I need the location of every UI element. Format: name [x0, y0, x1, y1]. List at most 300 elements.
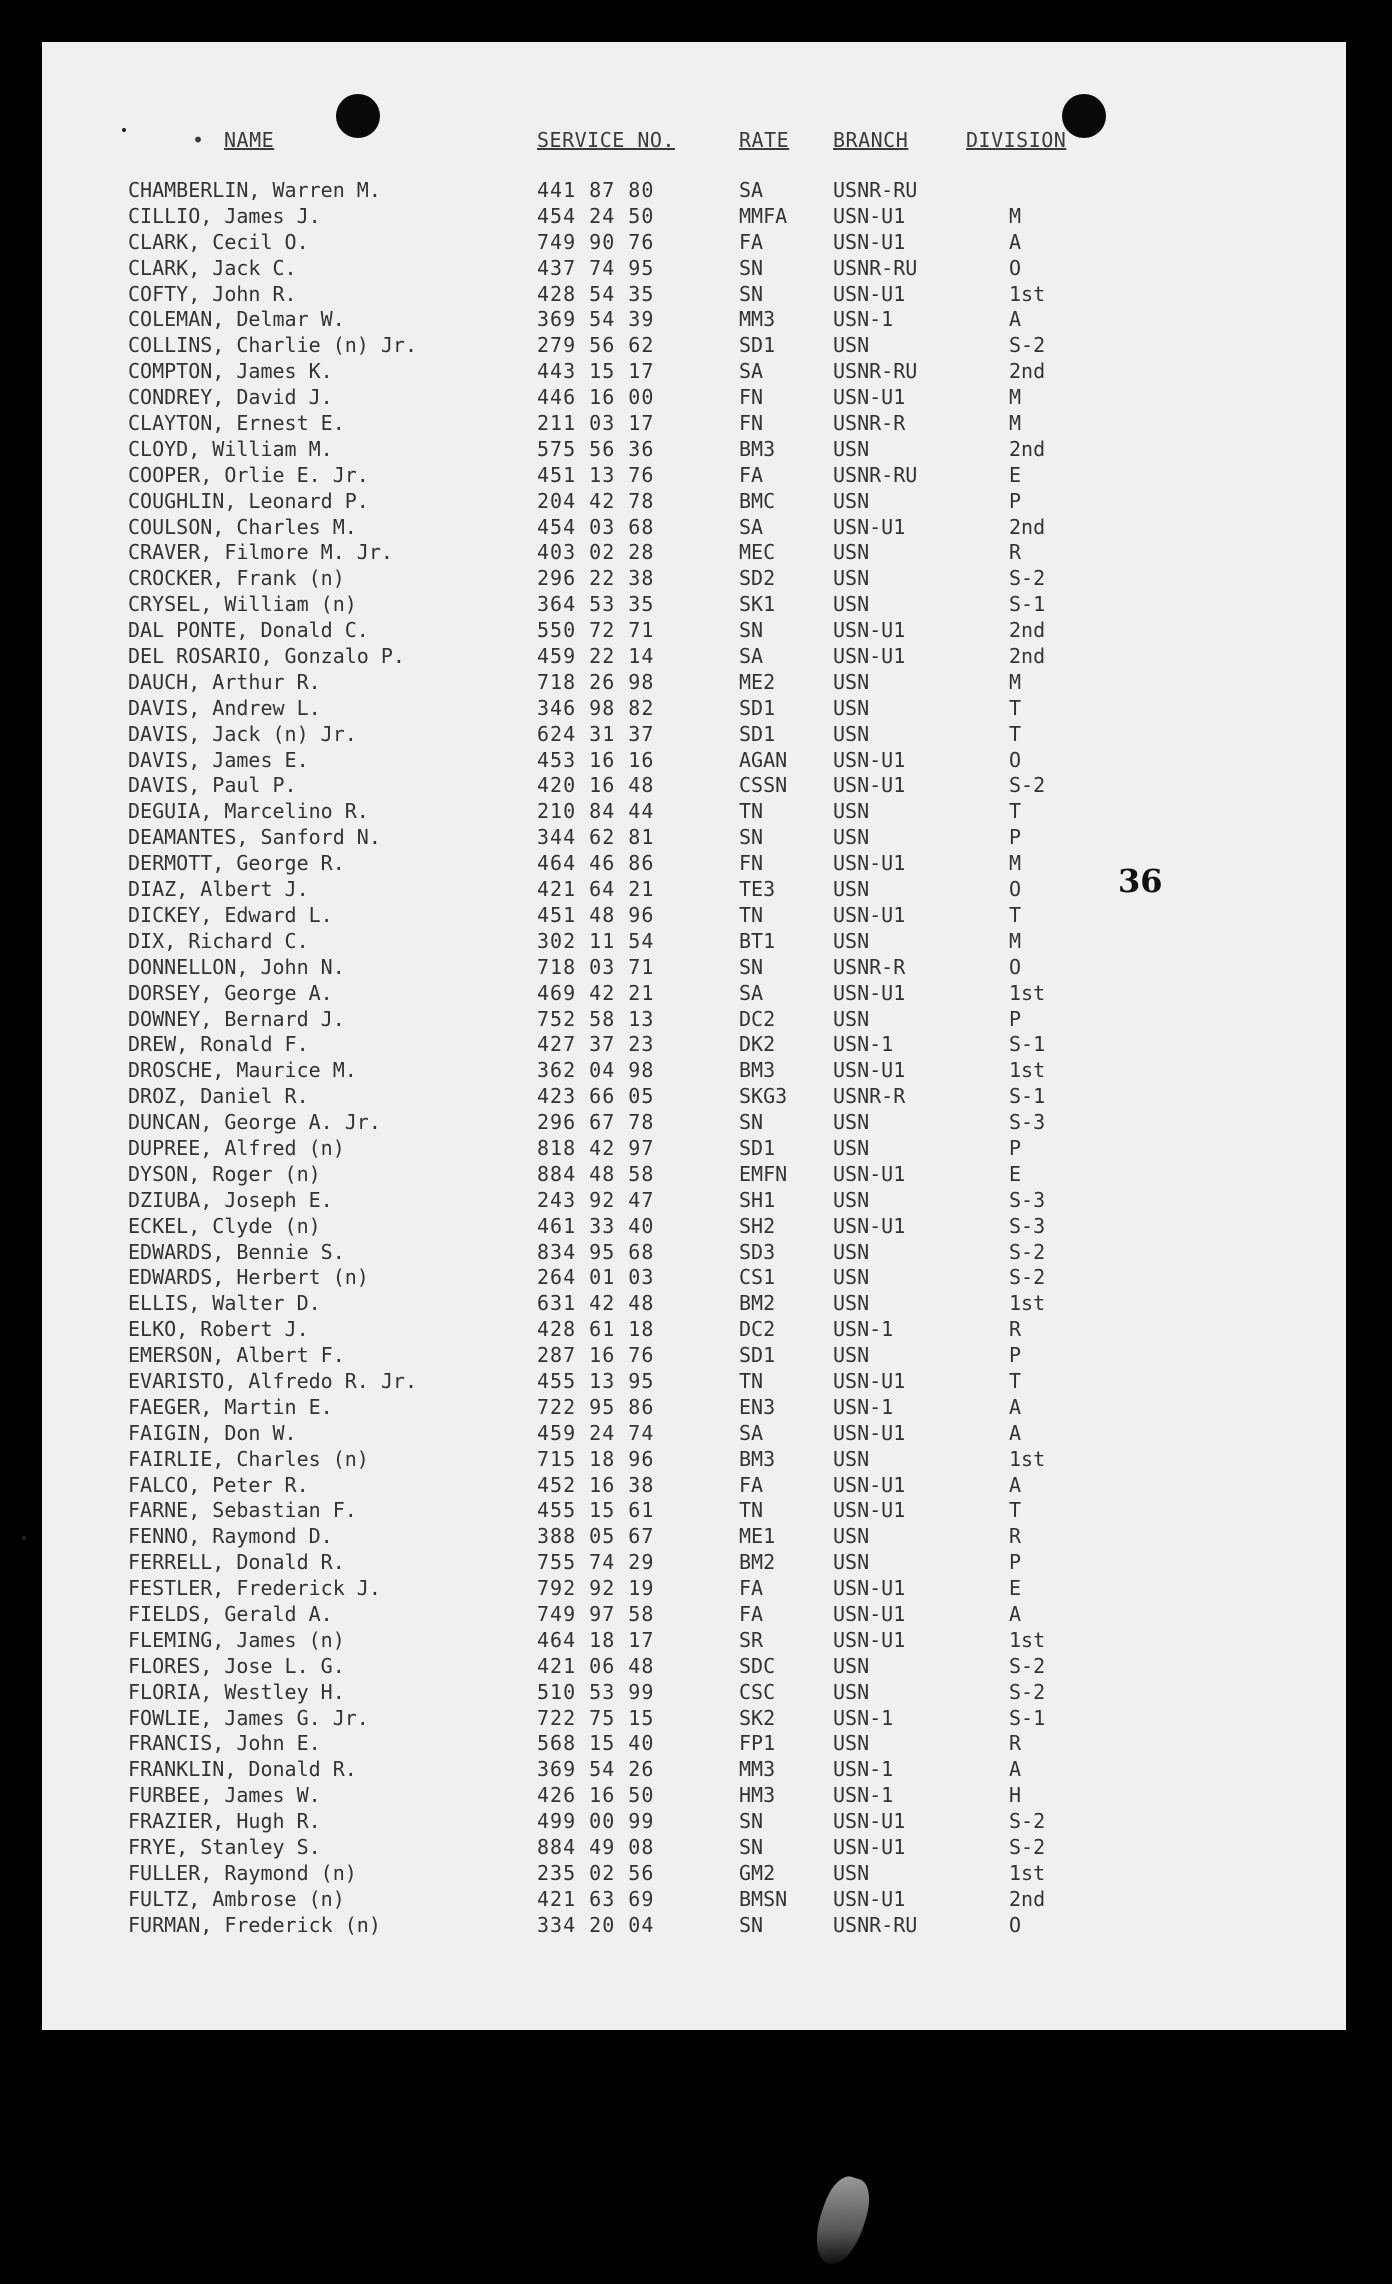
roster-service-no: 755 74 29	[537, 1550, 655, 1575]
roster-name: CHAMBERLIN, Warren M.	[128, 178, 381, 202]
roster-name: COUGHLIN, Leonard P.	[128, 488, 369, 513]
roster-rate: TE3	[739, 877, 776, 902]
roster-rate: SA	[739, 980, 764, 1005]
roster-branch: USN-U1	[833, 1809, 906, 1834]
roster-rate: SD1	[739, 333, 776, 358]
roster-rate: TN	[739, 799, 764, 824]
ink-speck	[22, 1536, 26, 1540]
roster-rate: SN	[739, 1912, 764, 1937]
table-row	[42, 282, 1346, 308]
table-row	[42, 1628, 1346, 1654]
table-row	[42, 1602, 1346, 1628]
roster-name: FAIGIN, Don W.	[128, 1420, 297, 1445]
roster-division: R	[1009, 1524, 1022, 1549]
roster-division: P	[1009, 825, 1022, 850]
roster-branch: USN	[833, 1446, 870, 1471]
roster-name: DORSEY, George A.	[128, 980, 333, 1005]
roster-rate: SK2	[739, 1705, 776, 1730]
film-smudge	[807, 2171, 877, 2270]
table-row	[42, 1369, 1346, 1395]
roster-branch: USN	[833, 566, 870, 591]
roster-service-no: 211 03 17	[537, 411, 655, 436]
roster-rate: FP1	[739, 1731, 776, 1756]
roster-name: DZIUBA, Joseph E.	[128, 1187, 333, 1212]
roster-branch: USN	[833, 540, 870, 565]
roster-name: FIELDS, Gerald A.	[128, 1601, 333, 1626]
table-row	[42, 385, 1346, 411]
roster-service-no: 464 18 17	[537, 1627, 655, 1652]
roster-rate: MM3	[739, 1757, 776, 1782]
roster-division: 1st	[1009, 1291, 1046, 1316]
roster-division: S-2	[1009, 1239, 1046, 1264]
roster-name: ELLIS, Walter D.	[128, 1291, 321, 1316]
roster-branch: USN-1	[833, 1394, 894, 1419]
roster-name: FURBEE, James W.	[128, 1783, 321, 1808]
roster-division: R	[1009, 1731, 1022, 1756]
roster-division: H	[1009, 1783, 1022, 1808]
roster-rate: CS1	[739, 1265, 776, 1290]
table-row	[42, 955, 1346, 981]
roster-rate: SA	[739, 178, 764, 202]
roster-service-no: 718 03 71	[537, 954, 655, 979]
roster-division: S-1	[1009, 592, 1046, 617]
roster-branch: USNR-RU	[833, 359, 918, 384]
roster-name: CLARK, Jack C.	[128, 255, 297, 280]
roster-division: 1st	[1009, 980, 1046, 1005]
roster-rate: SA	[739, 514, 764, 539]
roster-division: 2nd	[1009, 1886, 1046, 1911]
roster-division: S-1	[1009, 1705, 1046, 1730]
roster-division: O	[1009, 1912, 1022, 1937]
roster-service-no: 279 56 62	[537, 333, 655, 358]
roster-name: FAEGER, Martin E.	[128, 1394, 333, 1419]
roster-name: DEAMANTES, Sanford N.	[128, 825, 381, 850]
roster-branch: USN-U1	[833, 851, 906, 876]
roster-name: DROZ, Daniel R.	[128, 1084, 309, 1109]
table-row	[42, 463, 1346, 489]
roster-service-no: 362 04 98	[537, 1058, 655, 1083]
roster-branch: USN-1	[833, 1783, 894, 1808]
roster-name: EDWARDS, Herbert (n)	[128, 1265, 369, 1290]
table-row	[42, 1007, 1346, 1033]
roster-name: CRAVER, Filmore M. Jr.	[128, 540, 393, 565]
roster-rate: SN	[739, 1809, 764, 1834]
roster-division: P	[1009, 1550, 1022, 1575]
roster-name: DUNCAN, George A. Jr.	[128, 1110, 381, 1135]
roster-rate: AGAN	[739, 747, 788, 772]
roster-division: 1st	[1009, 1627, 1046, 1652]
table-row	[42, 1887, 1346, 1913]
table-row	[42, 644, 1346, 670]
roster-service-no: 446 16 00	[537, 385, 655, 410]
roster-division: A	[1009, 229, 1022, 254]
roster-service-no: 459 24 74	[537, 1420, 655, 1445]
roster-rate: TN	[739, 1498, 764, 1523]
roster-branch: USN	[833, 488, 870, 513]
table-row	[42, 489, 1346, 515]
roster-rate: SN	[739, 281, 764, 306]
table-row	[42, 1188, 1346, 1214]
table-row	[42, 1680, 1346, 1706]
roster-division: P	[1009, 488, 1022, 513]
roster-branch: USN-1	[833, 1317, 894, 1342]
roster-service-no: 624 31 37	[537, 721, 655, 746]
roster-division: A	[1009, 1757, 1022, 1782]
roster-service-no: 452 16 38	[537, 1472, 655, 1497]
roster-branch: USN	[833, 799, 870, 824]
roster-service-no: 464 46 86	[537, 851, 655, 876]
roster-service-no: 426 16 50	[537, 1783, 655, 1808]
table-row	[42, 618, 1346, 644]
roster-branch: USN-U1	[833, 1213, 906, 1238]
roster-name: EVARISTO, Alfredo R. Jr.	[128, 1368, 417, 1393]
table-row	[42, 1654, 1346, 1680]
roster-name: CLARK, Cecil O.	[128, 229, 309, 254]
table-row	[42, 411, 1346, 437]
table-row	[42, 1576, 1346, 1602]
roster-rate: MEC	[739, 540, 776, 565]
roster-name: EDWARDS, Bennie S.	[128, 1239, 345, 1264]
roster-name: FENNO, Raymond D.	[128, 1524, 333, 1549]
roster-rate: SK1	[739, 592, 776, 617]
roster-branch: USN-U1	[833, 902, 906, 927]
roster-branch: USN-U1	[833, 514, 906, 539]
roster-rate: FA	[739, 1601, 764, 1626]
roster-name: FRAZIER, Hugh R.	[128, 1809, 321, 1834]
roster-division: S-2	[1009, 1679, 1046, 1704]
roster-branch: USN	[833, 928, 870, 953]
header-branch: BRANCH	[833, 128, 909, 152]
roster-rate: BMSN	[739, 1886, 788, 1911]
roster-rate: DC2	[739, 1317, 776, 1342]
roster-name: COOPER, Orlie E. Jr.	[128, 462, 369, 487]
roster-division: S-2	[1009, 1809, 1046, 1834]
roster-branch: USN-U1	[833, 1472, 906, 1497]
table-row	[42, 1291, 1346, 1317]
roster-division: M	[1009, 411, 1022, 436]
roster-branch: USN	[833, 669, 870, 694]
roster-division: A	[1009, 307, 1022, 332]
roster-rate: BM3	[739, 436, 776, 461]
roster-division: S-1	[1009, 1084, 1046, 1109]
roster-name: FARNE, Sebastian F.	[128, 1498, 357, 1523]
roster-branch: USN	[833, 1239, 870, 1264]
roster-service-no: 369 54 39	[537, 307, 655, 332]
table-row	[42, 1473, 1346, 1499]
header-rate: RATE	[739, 128, 790, 152]
roster-rate: SA	[739, 644, 764, 669]
header-division: DIVISION	[966, 128, 1067, 152]
roster-branch: USN	[833, 721, 870, 746]
ink-speck	[122, 128, 126, 132]
header-service-no: SERVICE NO.	[537, 128, 675, 152]
roster-division: P	[1009, 1343, 1022, 1368]
roster-name: DAUCH, Arthur R.	[128, 669, 321, 694]
roster-service-no: 427 37 23	[537, 1032, 655, 1057]
roster-name: DIAZ, Albert J.	[128, 877, 309, 902]
roster-service-no: 818 42 97	[537, 1135, 655, 1160]
roster-name: FRANCIS, John E.	[128, 1731, 321, 1756]
roster-rate: TN	[739, 1368, 764, 1393]
roster-name: FRANKLIN, Donald R.	[128, 1757, 357, 1782]
table-row	[42, 178, 1346, 204]
roster-branch: USN	[833, 1679, 870, 1704]
roster-division: 2nd	[1009, 359, 1046, 384]
roster-rate: SN	[739, 255, 764, 280]
roster-rate: MM3	[739, 307, 776, 332]
roster-service-no: 454 24 50	[537, 203, 655, 228]
roster-service-no: 296 22 38	[537, 566, 655, 591]
roster-division: S-2	[1009, 1835, 1046, 1859]
roster-service-no: 420 16 48	[537, 773, 655, 798]
roster-service-no: 550 72 71	[537, 618, 655, 643]
roster-rate: CSSN	[739, 773, 788, 798]
header-bullet: •	[192, 128, 205, 152]
roster-branch: USN	[833, 1524, 870, 1549]
table-row	[42, 1861, 1346, 1887]
roster-branch: USN	[833, 1135, 870, 1160]
roster-branch: USN-1	[833, 1757, 894, 1782]
table-row	[42, 540, 1346, 566]
roster-rate: DC2	[739, 1006, 776, 1031]
roster-service-no: 243 92 47	[537, 1187, 655, 1212]
roster-service-no: 403 02 28	[537, 540, 655, 565]
table-row	[42, 748, 1346, 774]
roster-name: FLORIA, Westley H.	[128, 1679, 345, 1704]
roster-division: O	[1009, 954, 1022, 979]
roster-division: S-2	[1009, 333, 1046, 358]
roster-name: CONDREY, David J.	[128, 385, 333, 410]
roster-rate: BM2	[739, 1550, 776, 1575]
roster-branch: USN-1	[833, 307, 894, 332]
roster-name: DAVIS, Paul P.	[128, 773, 297, 798]
roster-service-no: 834 95 68	[537, 1239, 655, 1264]
roster-division: M	[1009, 203, 1022, 228]
roster-service-no: 369 54 26	[537, 1757, 655, 1782]
roster-branch: USN	[833, 1291, 870, 1316]
roster-service-no: 884 49 08	[537, 1835, 655, 1859]
table-row	[42, 566, 1346, 592]
roster-division: S-2	[1009, 773, 1046, 798]
roster-service-no: 334 20 04	[537, 1912, 655, 1937]
roster-service-no: 423 66 05	[537, 1084, 655, 1109]
roster-branch: USN	[833, 1653, 870, 1678]
table-row	[42, 1706, 1346, 1732]
roster-division: 1st	[1009, 281, 1046, 306]
table-row	[42, 1809, 1346, 1835]
roster-division: S-2	[1009, 1265, 1046, 1290]
roster-service-no: 441 87 80	[537, 178, 655, 202]
table-row	[42, 1524, 1346, 1550]
roster-branch: USN	[833, 825, 870, 850]
table-row	[42, 1835, 1346, 1861]
roster-name: DAVIS, James E.	[128, 747, 309, 772]
roster-branch: USN-U1	[833, 203, 906, 228]
roster-rate: HM3	[739, 1783, 776, 1808]
roster-branch: USN	[833, 333, 870, 358]
table-row	[42, 670, 1346, 696]
roster-division: E	[1009, 1161, 1022, 1186]
roster-service-no: 455 15 61	[537, 1498, 655, 1523]
roster-rate: FA	[739, 1472, 764, 1497]
roster-service-no: 428 54 35	[537, 281, 655, 306]
roster-branch: USN-U1	[833, 281, 906, 306]
roster-service-no: 451 48 96	[537, 902, 655, 927]
roster-name: DERMOTT, George R.	[128, 851, 345, 876]
roster-branch: USN-U1	[833, 1420, 906, 1445]
roster-rate: SR	[739, 1627, 764, 1652]
roster-branch: USN-U1	[833, 1886, 906, 1911]
roster-division: E	[1009, 1576, 1022, 1601]
roster-division: A	[1009, 1601, 1022, 1626]
roster-rate: SDC	[739, 1653, 776, 1678]
roster-name: COMPTON, James K.	[128, 359, 333, 384]
roster-name: COFTY, John R.	[128, 281, 297, 306]
roster-service-no: 459 22 14	[537, 644, 655, 669]
document-page	[42, 42, 1346, 2030]
roster-name: FULTZ, Ambrose (n)	[128, 1886, 345, 1911]
table-row	[42, 1498, 1346, 1524]
roster-service-no: 631 42 48	[537, 1291, 655, 1316]
roster-branch: USN	[833, 877, 870, 902]
roster-branch: USN-U1	[833, 1498, 906, 1523]
roster-rate: SN	[739, 1110, 764, 1135]
roster-rate: SH1	[739, 1187, 776, 1212]
roster-rate: ME1	[739, 1524, 776, 1549]
roster-division: 2nd	[1009, 436, 1046, 461]
roster-branch: USN	[833, 1110, 870, 1135]
roster-division: O	[1009, 255, 1022, 280]
roster-name: DAVIS, Jack (n) Jr.	[128, 721, 357, 746]
roster-service-no: 749 97 58	[537, 1601, 655, 1626]
header-name: NAME	[224, 128, 275, 152]
roster-rate: FA	[739, 1576, 764, 1601]
roster-rate: SH2	[739, 1213, 776, 1238]
roster-rate: SD2	[739, 566, 776, 591]
roster-branch: USN-U1	[833, 618, 906, 643]
table-row	[42, 1084, 1346, 1110]
roster-service-no: 235 02 56	[537, 1860, 655, 1885]
table-row	[42, 929, 1346, 955]
roster-branch: USN-U1	[833, 773, 906, 798]
table-row	[42, 1731, 1346, 1757]
roster-branch: USN-U1	[833, 1835, 906, 1859]
roster-division: 1st	[1009, 1058, 1046, 1083]
roster-name: COLEMAN, Delmar W.	[128, 307, 345, 332]
roster-branch: USN-U1	[833, 1161, 906, 1186]
roster-rate: SN	[739, 1835, 764, 1859]
roster-division: 2nd	[1009, 514, 1046, 539]
roster-name: EMERSON, Albert F.	[128, 1343, 345, 1368]
roster-rate: DK2	[739, 1032, 776, 1057]
roster-branch: USNR-RU	[833, 178, 918, 202]
roster-rate: ME2	[739, 669, 776, 694]
roster-service-no: 302 11 54	[537, 928, 655, 953]
roster-service-no: 510 53 99	[537, 1679, 655, 1704]
roster-division: 1st	[1009, 1446, 1046, 1471]
table-row	[42, 696, 1346, 722]
roster-division: O	[1009, 747, 1022, 772]
roster-name: DEL ROSARIO, Gonzalo P.	[128, 644, 405, 669]
roster-name: FURMAN, Frederick (n)	[128, 1912, 381, 1937]
roster-name: DONNELLON, John N.	[128, 954, 345, 979]
roster-rate: BMC	[739, 488, 776, 513]
roster-name: CILLIO, James J.	[128, 203, 321, 228]
roster-rate: FN	[739, 411, 764, 436]
roster-branch: USN-U1	[833, 1058, 906, 1083]
table-row	[42, 799, 1346, 825]
roster-branch: USN	[833, 1550, 870, 1575]
table-row	[42, 1240, 1346, 1266]
roster-name: FLORES, Jose L. G.	[128, 1653, 345, 1678]
roster-name: FRYE, Stanley S.	[128, 1835, 321, 1859]
table-row	[42, 1783, 1346, 1809]
roster-branch: USN-U1	[833, 1627, 906, 1652]
roster-name: CROCKER, Frank (n)	[128, 566, 345, 591]
roster-rate: SA	[739, 359, 764, 384]
roster-branch: USN	[833, 1860, 870, 1885]
roster-division: S-2	[1009, 566, 1046, 591]
table-row	[42, 903, 1346, 929]
table-row	[42, 722, 1346, 748]
roster-branch: USN	[833, 1343, 870, 1368]
table-row	[42, 1343, 1346, 1369]
roster-rate: TN	[739, 902, 764, 927]
roster-name: CLOYD, William M.	[128, 436, 333, 461]
table-row	[42, 1550, 1346, 1576]
roster-division: O	[1009, 877, 1022, 902]
roster-service-no: 443 15 17	[537, 359, 655, 384]
roster-service-no: 454 03 68	[537, 514, 655, 539]
roster-rate: BM3	[739, 1058, 776, 1083]
roster-branch: USN	[833, 1006, 870, 1031]
table-row	[42, 1757, 1346, 1783]
roster-rate: FN	[739, 851, 764, 876]
table-row	[42, 515, 1346, 541]
roster-service-no: 421 64 21	[537, 877, 655, 902]
roster-branch: USN-U1	[833, 229, 906, 254]
roster-rate: BT1	[739, 928, 776, 953]
roster-service-no: 296 67 78	[537, 1110, 655, 1135]
roster-name: DEGUIA, Marcelino R.	[128, 799, 369, 824]
table-row	[42, 359, 1346, 385]
roster-branch: USN-U1	[833, 385, 906, 410]
roster-service-no: 499 00 99	[537, 1809, 655, 1834]
roster-division: S-3	[1009, 1110, 1046, 1135]
roster-name: DOWNEY, Bernard J.	[128, 1006, 345, 1031]
roster-division: E	[1009, 462, 1022, 487]
roster-rate: CSC	[739, 1679, 776, 1704]
roster-service-no: 421 63 69	[537, 1886, 655, 1911]
roster-rate: GM2	[739, 1860, 776, 1885]
roster-division: S-1	[1009, 1032, 1046, 1057]
roster-division: A	[1009, 1394, 1022, 1419]
roster-service-no: 752 58 13	[537, 1006, 655, 1031]
roster-name: ECKEL, Clyde (n)	[128, 1213, 321, 1238]
table-row	[42, 825, 1346, 851]
roster-rate: BM3	[739, 1446, 776, 1471]
roster-rate: SA	[739, 1420, 764, 1445]
table-row	[42, 333, 1346, 359]
roster-branch: USN	[833, 1731, 870, 1756]
roster-division: A	[1009, 1420, 1022, 1445]
roster-table	[42, 178, 1346, 1939]
roster-division: 2nd	[1009, 618, 1046, 643]
roster-division: R	[1009, 1317, 1022, 1342]
table-row	[42, 1136, 1346, 1162]
roster-division: T	[1009, 695, 1022, 720]
roster-branch: USNR-RU	[833, 1912, 918, 1937]
